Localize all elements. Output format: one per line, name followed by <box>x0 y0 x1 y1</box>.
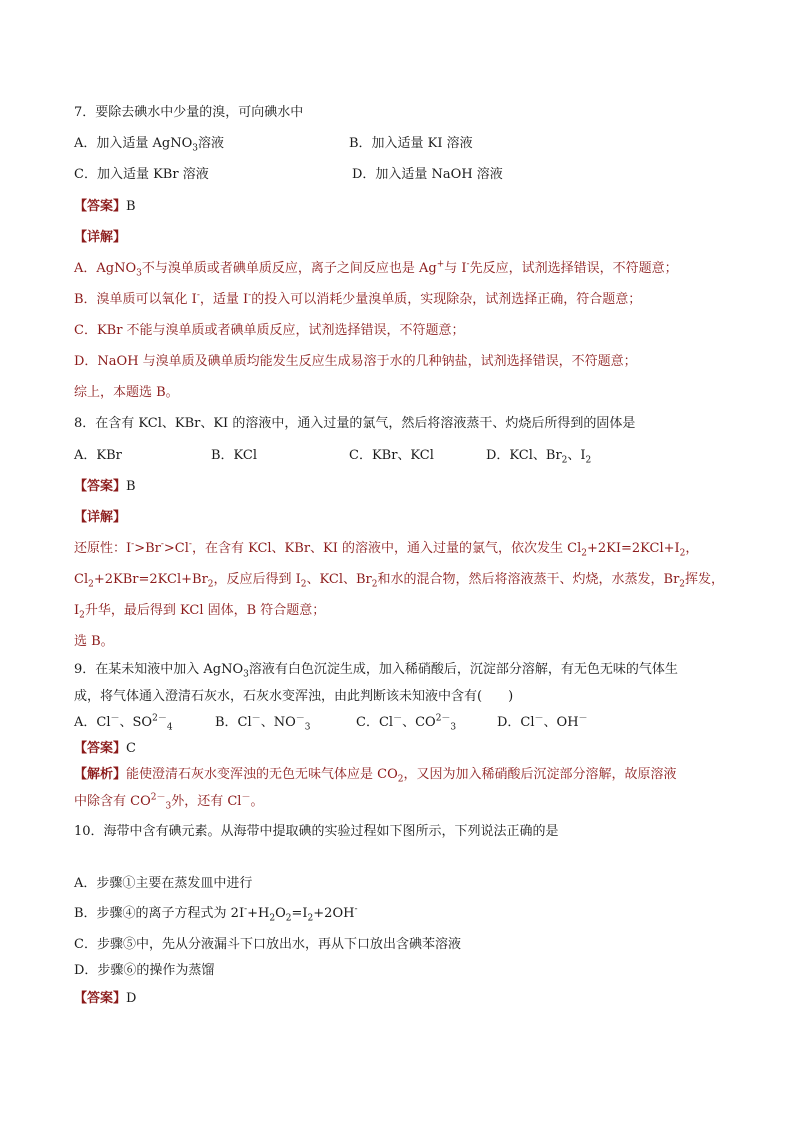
q7-detail-b: B．溴单质可以氧化 I-，适量 I-的投入可以消耗少量溴单质，实现除杂，试剂选择正确，符合题意； <box>74 290 642 307</box>
q7-option-a: A．加入适量 AgNO$_3$溶液 <box>74 136 225 154</box>
q7-summary: 综上，本题选 B。 <box>74 385 179 400</box>
q9-stem-line-2: 成，将气体通入澄清石灰水，石灰水变浑浊，由此判断该未知液中含有( ) <box>74 689 514 704</box>
q8-detail-line-1: 还原性：I->Br->Cl-，在含有 KCl、KBr、KI 的溶液中，通入过量的氯气，依次发生 $Cl_2+2KI=2KCl+I_2$， <box>74 539 699 559</box>
q10-answer: 【答案】D <box>74 991 137 1006</box>
q10-option-d: D．步骤⑥的操作为蒸馏 <box>74 963 215 978</box>
q8-detail-label: 【详解】 <box>74 510 127 525</box>
q8-option-d: D．KCl、$Br_2$、$I_2$ <box>486 448 592 466</box>
q8-answer: 【答案】B <box>74 479 136 494</box>
q9-option-b: B．Cl－、$NO^-_3$ <box>215 713 311 733</box>
q7-answer: 【答案】B <box>74 199 136 214</box>
q8-detail-line-2: $Cl_2+2KBr=2KCl+Br_2$，反应后得到 $I_2$、KCl、$Br_2$和水的混合物，然后将溶液蒸干、灼烧，水蒸发，$Br_2$挥发， <box>74 572 725 590</box>
q10-option-a: A．步骤①主要在蒸发皿中进行 <box>74 876 253 891</box>
q7-detail-c: C．KBr 不能与溴单质或者碘单质反应，试剂选择错误，不符题意； <box>74 323 465 338</box>
q8-stem: 8．在含有 KCl、KBr、KI 的溶液中，通入过量的氯气，然后将溶液蒸干、灼烧后所得到的固体是 <box>74 416 636 431</box>
q8-summary: 选 B。 <box>74 634 114 649</box>
q8-option-b: B．KCl <box>211 448 258 463</box>
q7-detail-label: 【详解】 <box>74 230 127 245</box>
q7-option-c: C．加入适量 KBr 溶液 <box>74 167 209 182</box>
q9-stem-line-1: 9．在某未知液中加入 AgNO$_3$溶液有白色沉淀生成，加入稀硝酸后，沉淀部分溶解，有无色无味的气体生 <box>74 662 678 680</box>
q7-option-d: D．加入适量 NaOH 溶液 <box>352 167 503 182</box>
q9-option-a: A．Cl－、$SO^{2-}_4$ <box>74 713 173 733</box>
q10-option-b: B．步骤④的离子方程式为 $2I^-+H_2O_2=I_2+2OH^-$ <box>74 904 358 924</box>
q10-option-c: C．步骤⑤中，先从分液漏斗下口放出水，再从下口放出含碘苯溶液 <box>74 937 461 952</box>
q9-analysis-line-2: 中除含有 $CO^{2-}_3$外，还有 Cl－。 <box>74 792 264 812</box>
q7-detail-a: A．AgNO$_3$不与溴单质或者碘单质反应，离子之间反应也是 Ag+与 I-先反应，试剂选择错误，不符题意； <box>74 259 678 279</box>
q7-detail-d: D．NaOH 与溴单质及碘单质均能发生反应生成易溶于水的几种钠盐，试剂选择错误，不符题意； <box>74 354 637 369</box>
q10-stem: 10．海带中含有碘元素。从海带中提取碘的实验过程如下图所示，下列说法正确的是 <box>74 824 559 839</box>
q7-stem: 7．要除去碘水中少量的溴，可向碘水中 <box>74 105 304 120</box>
q9-analysis-line-1: 【解析】能使澄清石灰水变浑浊的无色无味气体应是 $CO_2$，又因为加入稀硝酸后沉淀部分溶解，故原溶液 <box>74 767 677 785</box>
q8-detail-line-3: $I_2$升华，最后得到 KCl 固体，B 符合题意； <box>74 603 326 621</box>
q7-option-b: B．加入适量 KI 溶液 <box>349 136 473 151</box>
q9-option-d: D．Cl－、OH－ <box>497 713 588 730</box>
q8-option-a: A．KBr <box>74 448 122 463</box>
q8-option-c: C．KBr、KCl <box>349 448 434 463</box>
q9-option-c: C．Cl－、$CO^{2-}_3$ <box>356 713 457 733</box>
q9-answer: 【答案】C <box>74 741 136 756</box>
